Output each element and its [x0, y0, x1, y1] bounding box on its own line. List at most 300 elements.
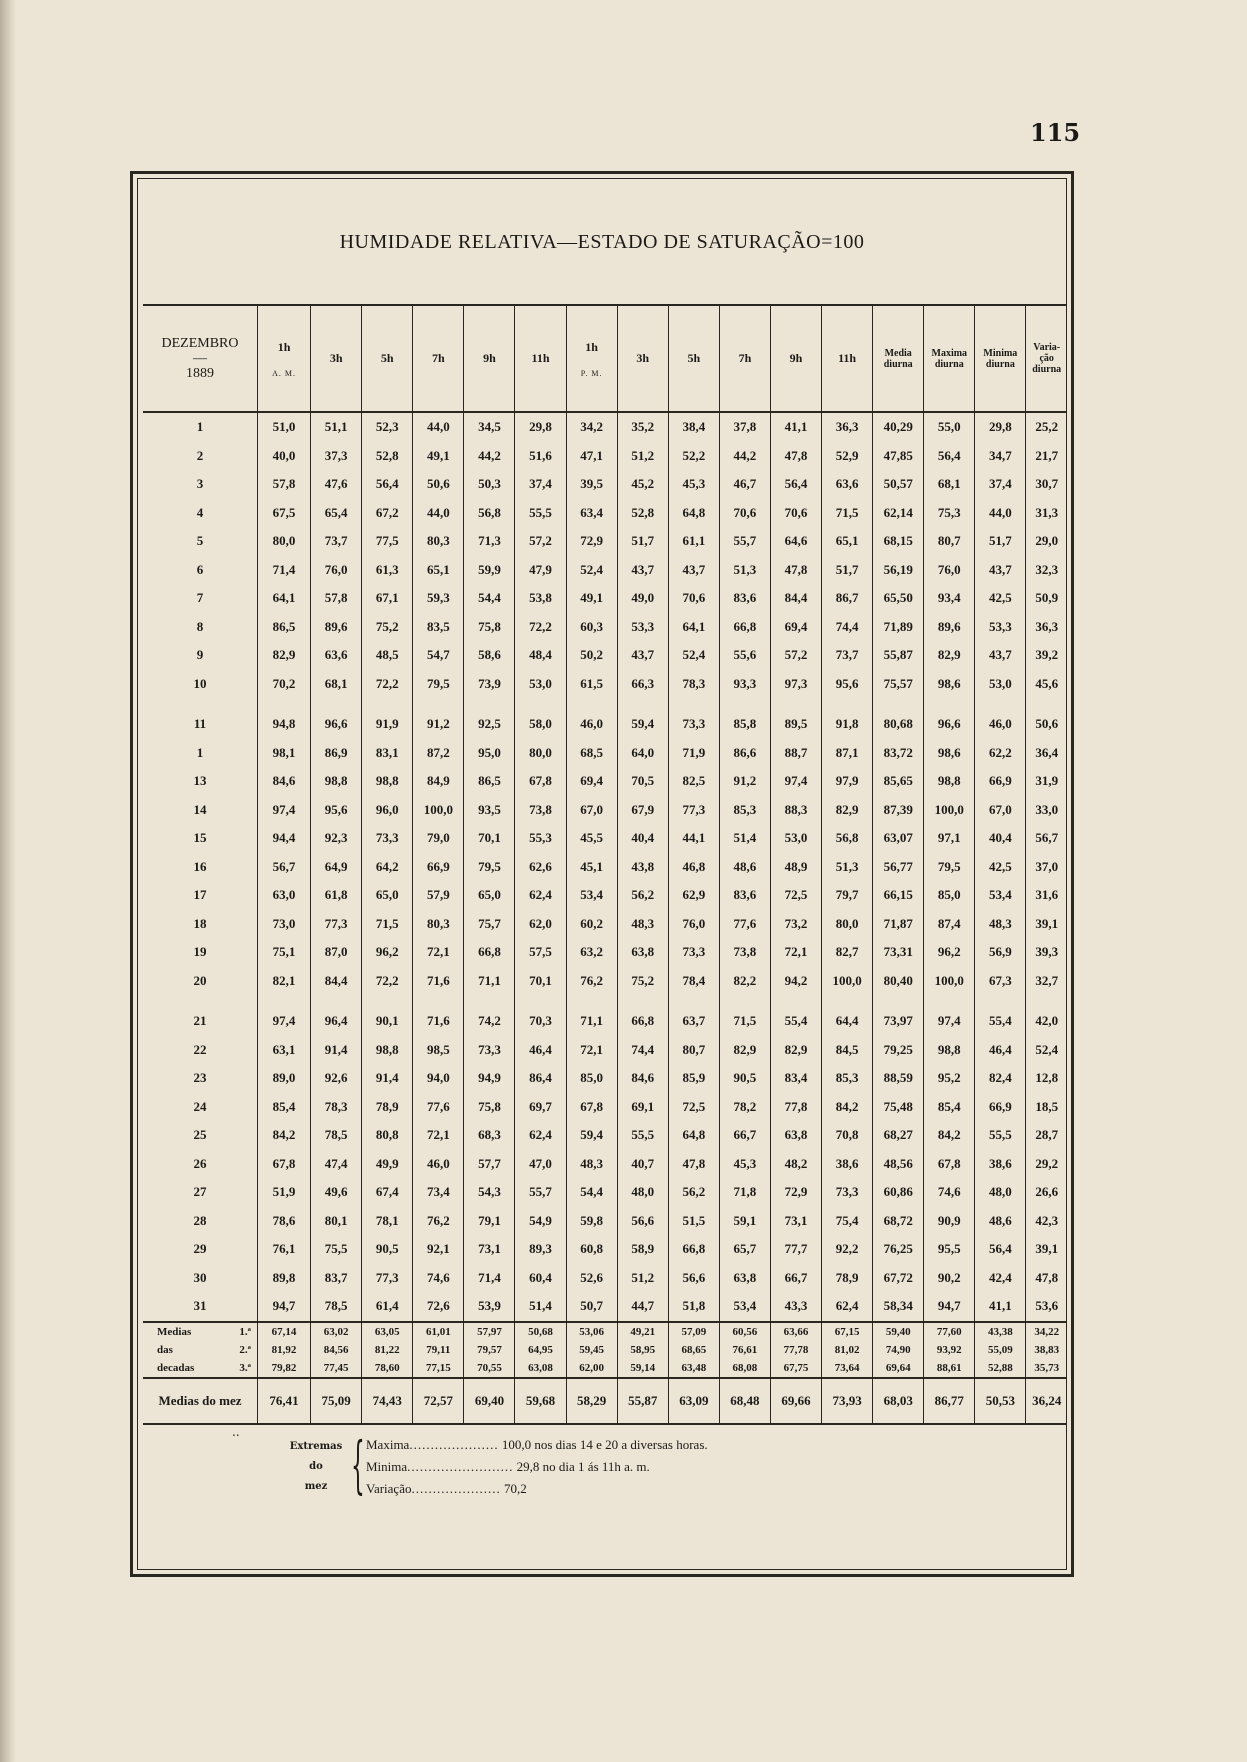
- value-cell: 63,4: [566, 499, 617, 528]
- value-cell: 48,56: [873, 1150, 924, 1179]
- value-cell: 56,4: [362, 470, 413, 499]
- value-cell: 59,45: [566, 1341, 617, 1359]
- value-cell: 56,8: [822, 824, 873, 853]
- spacer-cell: [822, 995, 873, 1007]
- value-cell: 62,4: [515, 1121, 566, 1150]
- value-cell: 84,4: [770, 584, 821, 613]
- value-cell: 55,4: [975, 1007, 1026, 1036]
- value-cell: 71,1: [464, 967, 515, 996]
- value-cell: 52,8: [362, 442, 413, 471]
- table-row: [143, 1150, 1067, 1179]
- day-cell: 2: [196, 447, 204, 463]
- value-cell: 90,2: [924, 1264, 975, 1293]
- header-row: [143, 305, 1067, 412]
- value-cell: 45,2: [617, 470, 668, 499]
- header-variacao-line: ção: [1039, 353, 1054, 364]
- table-row: [143, 1007, 1067, 1036]
- value-cell: 55,09: [975, 1341, 1026, 1359]
- decade-label-cell: [143, 1359, 257, 1378]
- value-cell: 46,8: [668, 853, 719, 882]
- value-cell: 65,1: [822, 527, 873, 556]
- footer-mark: ..: [232, 1425, 240, 1439]
- value-cell: 94,9: [464, 1064, 515, 1093]
- table-row: [143, 1064, 1067, 1093]
- value-cell: 31,3: [1026, 499, 1067, 528]
- value-cell: 69,66: [770, 1378, 821, 1424]
- header-hour-label: 9h: [789, 351, 803, 365]
- day-cell: 11: [193, 716, 207, 732]
- value-cell: 51,1: [311, 412, 362, 442]
- value-cell: 48,3: [566, 1150, 617, 1179]
- value-cell: 73,97: [873, 1007, 924, 1036]
- value-cell: 59,40: [873, 1322, 924, 1341]
- value-cell: 73,2: [770, 910, 821, 939]
- value-cell: 57,2: [515, 527, 566, 556]
- value-cell: 34,7: [975, 442, 1026, 471]
- value-cell: 26,6: [1026, 1178, 1067, 1207]
- value-cell: 74,4: [822, 613, 873, 642]
- value-cell: 98,8: [362, 1036, 413, 1065]
- value-cell: 73,4: [413, 1178, 464, 1207]
- value-cell: 58,6: [464, 641, 515, 670]
- extremes-max-value: 100,0 nos dias 14 e 20 a diversas horas.: [501, 1437, 708, 1452]
- value-cell: 53,6: [1026, 1292, 1067, 1322]
- extremes-label-1: Extremas: [289, 1441, 343, 1452]
- value-cell: 84,9: [413, 767, 464, 796]
- value-cell: 55,5: [975, 1121, 1026, 1150]
- table-row: [143, 967, 1067, 996]
- value-cell: 39,1: [1026, 910, 1067, 939]
- value-cell: 98,6: [924, 739, 975, 768]
- value-cell: 59,14: [617, 1359, 668, 1378]
- value-cell: 98,6: [924, 670, 975, 699]
- header-hour-label: 7h: [432, 351, 445, 365]
- value-cell: 80,0: [822, 910, 873, 939]
- value-cell: 53,0: [515, 670, 566, 699]
- value-cell: 56,4: [924, 442, 975, 471]
- value-cell: 44,7: [617, 1292, 668, 1322]
- header-hour-label: 5h: [687, 351, 701, 365]
- value-cell: 78,6: [257, 1207, 310, 1236]
- value-cell: 44,0: [975, 499, 1026, 528]
- value-cell: 55,87: [873, 641, 924, 670]
- dot-leader: .........................: [407, 1459, 514, 1474]
- value-cell: 39,1: [1026, 1235, 1067, 1264]
- spacer-cell: [924, 698, 975, 710]
- day-cell: 23: [193, 1070, 207, 1086]
- table-row: [143, 739, 1067, 768]
- value-cell: 65,4: [311, 499, 362, 528]
- value-cell: 82,9: [770, 1036, 821, 1065]
- day-cell: 29: [193, 1241, 207, 1257]
- value-cell: 77,8: [770, 1093, 821, 1122]
- value-cell: 72,57: [413, 1378, 464, 1424]
- value-cell: 67,4: [362, 1178, 413, 1207]
- value-cell: 57,2: [770, 641, 821, 670]
- spacer-cell: [464, 995, 515, 1007]
- day-cell: 10: [193, 675, 207, 691]
- header-variacao: [1026, 305, 1067, 412]
- day-cell: 14: [193, 801, 207, 817]
- value-cell: 92,5: [464, 710, 515, 739]
- header-dash: —: [192, 351, 207, 366]
- value-cell: 97,4: [257, 796, 310, 825]
- extremes-var-label: Variação: [366, 1481, 412, 1496]
- value-cell: 87,39: [873, 796, 924, 825]
- value-cell: 57,09: [668, 1322, 719, 1341]
- value-cell: 91,2: [413, 710, 464, 739]
- value-cell: 86,7: [822, 584, 873, 613]
- value-cell: 90,9: [924, 1207, 975, 1236]
- value-cell: 77,78: [770, 1341, 821, 1359]
- value-cell: 94,4: [257, 824, 310, 853]
- value-cell: 81,92: [257, 1341, 310, 1359]
- value-cell: 82,4: [975, 1064, 1026, 1093]
- value-cell: 97,1: [924, 824, 975, 853]
- value-cell: 37,8: [719, 412, 770, 442]
- value-cell: 84,2: [924, 1121, 975, 1150]
- value-cell: 52,88: [975, 1359, 1026, 1378]
- value-cell: 58,29: [566, 1378, 617, 1424]
- value-cell: 67,3: [975, 967, 1026, 996]
- value-cell: 89,6: [924, 613, 975, 642]
- value-cell: 53,3: [975, 613, 1026, 642]
- value-cell: 44,0: [413, 499, 464, 528]
- value-cell: 62,4: [822, 1292, 873, 1322]
- value-cell: 50,6: [1026, 710, 1067, 739]
- value-cell: 31,6: [1026, 881, 1067, 910]
- value-cell: 60,3: [566, 613, 617, 642]
- extremes-var-value: 70,2: [503, 1481, 527, 1496]
- spacer-cell: [770, 995, 821, 1007]
- value-cell: 73,3: [668, 710, 719, 739]
- value-cell: 75,57: [873, 670, 924, 699]
- value-cell: 75,8: [464, 1093, 515, 1122]
- value-cell: 57,8: [311, 584, 362, 613]
- value-cell: 61,3: [362, 556, 413, 585]
- value-cell: 68,03: [873, 1378, 924, 1424]
- table-row: [143, 710, 1067, 739]
- value-cell: 40,7: [617, 1150, 668, 1179]
- spacer-cell: [311, 995, 362, 1007]
- header-hour-label: 7h: [738, 351, 752, 365]
- value-cell: 64,95: [515, 1341, 566, 1359]
- spacer-cell: [257, 995, 310, 1007]
- value-cell: 82,5: [668, 767, 719, 796]
- table-row: [143, 584, 1067, 613]
- value-cell: 52,2: [668, 442, 719, 471]
- value-cell: 85,0: [924, 881, 975, 910]
- value-cell: 56,6: [617, 1207, 668, 1236]
- value-cell: 72,9: [770, 1178, 821, 1207]
- value-cell: 52,3: [362, 412, 413, 442]
- value-cell: 49,0: [617, 584, 668, 613]
- spacer-cell: [143, 698, 257, 710]
- decade-number: 2.ª: [239, 1343, 251, 1356]
- value-cell: 78,3: [311, 1093, 362, 1122]
- value-cell: 69,40: [464, 1378, 515, 1424]
- value-cell: 51,4: [515, 1292, 566, 1322]
- value-cell: 85,8: [719, 710, 770, 739]
- value-cell: 77,3: [668, 796, 719, 825]
- header-minima: [975, 305, 1026, 412]
- value-cell: 74,90: [873, 1341, 924, 1359]
- value-cell: 80,68: [873, 710, 924, 739]
- value-cell: 83,1: [362, 739, 413, 768]
- spacer-cell: [566, 995, 617, 1007]
- value-cell: 70,1: [464, 824, 515, 853]
- value-cell: 39,2: [1026, 641, 1067, 670]
- value-cell: 47,6: [311, 470, 362, 499]
- value-cell: 73,9: [464, 670, 515, 699]
- value-cell: 86,4: [515, 1064, 566, 1093]
- value-cell: 63,1: [257, 1036, 310, 1065]
- value-cell: 64,6: [770, 527, 821, 556]
- value-cell: 77,6: [413, 1093, 464, 1122]
- table-row: [143, 442, 1067, 471]
- value-cell: 29,8: [515, 412, 566, 442]
- value-cell: 64,1: [257, 584, 310, 613]
- value-cell: 66,15: [873, 881, 924, 910]
- decade-label-cell: [143, 1341, 257, 1359]
- header-hour: [257, 305, 310, 412]
- value-cell: 80,1: [311, 1207, 362, 1236]
- value-cell: 54,4: [566, 1178, 617, 1207]
- value-cell: 70,8: [822, 1121, 873, 1150]
- spacer-cell: [257, 698, 310, 710]
- value-cell: 48,0: [975, 1178, 1026, 1207]
- value-cell: 85,4: [257, 1093, 310, 1122]
- value-cell: 63,09: [668, 1378, 719, 1424]
- value-cell: 52,4: [1026, 1036, 1067, 1065]
- value-cell: 71,4: [257, 556, 310, 585]
- month-mean-label: Medias do mez: [143, 1378, 257, 1424]
- value-cell: 67,5: [257, 499, 310, 528]
- value-cell: 62,6: [515, 853, 566, 882]
- decade-row: [143, 1359, 1067, 1378]
- value-cell: 84,2: [822, 1093, 873, 1122]
- value-cell: 89,5: [770, 710, 821, 739]
- value-cell: 94,2: [770, 967, 821, 996]
- value-cell: 68,1: [924, 470, 975, 499]
- value-cell: 55,7: [719, 527, 770, 556]
- day-cell: 16: [193, 858, 207, 874]
- decade-label-wrap: [143, 1362, 257, 1374]
- value-cell: 12,8: [1026, 1064, 1067, 1093]
- value-cell: 98,8: [924, 767, 975, 796]
- decade-number: 1.ª: [239, 1325, 251, 1338]
- value-cell: 38,6: [975, 1150, 1026, 1179]
- value-cell: 64,2: [362, 853, 413, 882]
- header-hour-label: 3h: [329, 351, 343, 365]
- value-cell: 72,2: [362, 670, 413, 699]
- day-cell: 31: [143, 1292, 257, 1322]
- value-cell: 72,1: [413, 1121, 464, 1150]
- value-cell: 62,2: [975, 739, 1026, 768]
- spacer-cell: [413, 698, 464, 710]
- value-cell: 78,9: [362, 1093, 413, 1122]
- header-hour-label: 9h: [483, 351, 496, 365]
- value-cell: 47,8: [1026, 1264, 1067, 1293]
- value-cell: 75,5: [311, 1235, 362, 1264]
- value-cell: 57,5: [515, 938, 566, 967]
- value-cell: 93,4: [924, 584, 975, 613]
- value-cell: 51,8: [668, 1292, 719, 1322]
- value-cell: 34,22: [1026, 1322, 1067, 1341]
- value-cell: 71,8: [719, 1178, 770, 1207]
- value-cell: 90,5: [719, 1064, 770, 1093]
- value-cell: 73,0: [257, 910, 310, 939]
- value-cell: 50,53: [975, 1378, 1026, 1424]
- spacer-cell: [975, 698, 1026, 710]
- value-cell: 70,5: [617, 767, 668, 796]
- spacer-row: [143, 698, 1067, 710]
- value-cell: 63,8: [770, 1121, 821, 1150]
- value-cell: 44,2: [719, 442, 770, 471]
- day-cell: 9: [196, 647, 204, 663]
- value-cell: 55,5: [515, 499, 566, 528]
- value-cell: 68,1: [311, 670, 362, 699]
- value-cell: 83,6: [719, 584, 770, 613]
- value-cell: 44,0: [413, 412, 464, 442]
- value-cell: 32,7: [1026, 967, 1067, 996]
- value-cell: 76,1: [257, 1235, 310, 1264]
- page-number: 115: [1030, 118, 1081, 147]
- value-cell: 86,6: [719, 739, 770, 768]
- decade-group-label: Medias: [157, 1325, 192, 1338]
- value-cell: 77,3: [362, 1264, 413, 1293]
- value-cell: 97,3: [770, 670, 821, 699]
- value-cell: 48,6: [975, 1207, 1026, 1236]
- value-cell: 47,4: [311, 1150, 362, 1179]
- value-cell: 70,2: [257, 670, 310, 699]
- value-cell: 69,4: [770, 613, 821, 642]
- value-cell: 78,60: [362, 1359, 413, 1378]
- table-row: [143, 1178, 1067, 1207]
- value-cell: 61,1: [668, 527, 719, 556]
- value-cell: 95,6: [822, 670, 873, 699]
- value-cell: 47,0: [515, 1150, 566, 1179]
- value-cell: 42,4: [975, 1264, 1026, 1293]
- value-cell: 45,5: [566, 824, 617, 853]
- table-row: [143, 613, 1067, 642]
- value-cell: 77,3: [311, 910, 362, 939]
- value-cell: 51,4: [719, 824, 770, 853]
- value-cell: 48,3: [617, 910, 668, 939]
- spacer-cell: [464, 698, 515, 710]
- value-cell: 49,21: [617, 1322, 668, 1341]
- header-hour: [617, 305, 668, 412]
- spacer-cell: [617, 698, 668, 710]
- header-month: DEZEMBRO: [161, 336, 239, 351]
- spacer-cell: [1026, 995, 1067, 1007]
- value-cell: 85,4: [924, 1093, 975, 1122]
- value-cell: 59,4: [566, 1121, 617, 1150]
- value-cell: 88,61: [924, 1359, 975, 1378]
- header-hour: [719, 305, 770, 412]
- humidity-table: [143, 304, 1067, 1425]
- table-row: [143, 670, 1067, 699]
- value-cell: 98,8: [311, 767, 362, 796]
- value-cell: 92,2: [822, 1235, 873, 1264]
- value-cell: 62,14: [873, 499, 924, 528]
- value-cell: 92,6: [311, 1064, 362, 1093]
- value-cell: 68,15: [873, 527, 924, 556]
- day-cell: 3: [196, 476, 204, 492]
- value-cell: 44,1: [668, 824, 719, 853]
- value-cell: 50,9: [1026, 584, 1067, 613]
- value-cell: 48,0: [617, 1178, 668, 1207]
- header-am: A. M.: [272, 368, 296, 378]
- header-minima-line: Minima: [983, 347, 1018, 359]
- value-cell: 70,1: [515, 967, 566, 996]
- table-row: [143, 796, 1067, 825]
- dot-leader: .....................: [411, 1481, 501, 1496]
- value-cell: 43,8: [617, 853, 668, 882]
- value-cell: 95,2: [924, 1064, 975, 1093]
- value-cell: 71,5: [362, 910, 413, 939]
- value-cell: 84,6: [617, 1064, 668, 1093]
- value-cell: 67,0: [975, 796, 1026, 825]
- value-cell: 66,8: [464, 938, 515, 967]
- value-cell: 51,9: [257, 1178, 310, 1207]
- value-cell: 57,7: [464, 1150, 515, 1179]
- spacer-row: [143, 995, 1067, 1007]
- value-cell: 72,1: [770, 938, 821, 967]
- value-cell: 96,0: [362, 796, 413, 825]
- table-body: [143, 412, 1067, 1424]
- table-row: [143, 824, 1067, 853]
- value-cell: 96,2: [362, 938, 413, 967]
- value-cell: 75,09: [311, 1378, 362, 1424]
- value-cell: 31,9: [1026, 767, 1067, 796]
- value-cell: 50,68: [515, 1322, 566, 1341]
- value-cell: 69,7: [515, 1093, 566, 1122]
- value-cell: 63,6: [822, 470, 873, 499]
- value-cell: 44,2: [464, 442, 515, 471]
- value-cell: 73,1: [464, 1235, 515, 1264]
- value-cell: 73,3: [362, 824, 413, 853]
- value-cell: 100,0: [413, 796, 464, 825]
- value-cell: 38,83: [1026, 1341, 1067, 1359]
- extremes-min-line: [366, 1459, 650, 1475]
- value-cell: 63,02: [311, 1322, 362, 1341]
- value-cell: 85,9: [668, 1064, 719, 1093]
- value-cell: 53,4: [975, 881, 1026, 910]
- value-cell: 82,9: [257, 641, 310, 670]
- value-cell: 73,7: [311, 527, 362, 556]
- value-cell: 61,5: [566, 670, 617, 699]
- value-cell: 48,3: [975, 910, 1026, 939]
- value-cell: 67,75: [770, 1359, 821, 1378]
- value-cell: 47,8: [668, 1150, 719, 1179]
- value-cell: 76,2: [566, 967, 617, 996]
- table-row: [143, 1207, 1067, 1236]
- spacer-cell: [719, 995, 770, 1007]
- value-cell: 76,25: [873, 1235, 924, 1264]
- value-cell: 50,57: [873, 470, 924, 499]
- value-cell: 42,5: [975, 853, 1026, 882]
- value-cell: 91,4: [362, 1064, 413, 1093]
- value-cell: 47,8: [770, 442, 821, 471]
- value-cell: 57,97: [464, 1322, 515, 1341]
- value-cell: 51,2: [617, 442, 668, 471]
- value-cell: 29,8: [975, 412, 1026, 442]
- value-cell: 65,50: [873, 584, 924, 613]
- value-cell: 71,1: [566, 1007, 617, 1036]
- table-row: [143, 1036, 1067, 1065]
- value-cell: 51,0: [257, 412, 310, 442]
